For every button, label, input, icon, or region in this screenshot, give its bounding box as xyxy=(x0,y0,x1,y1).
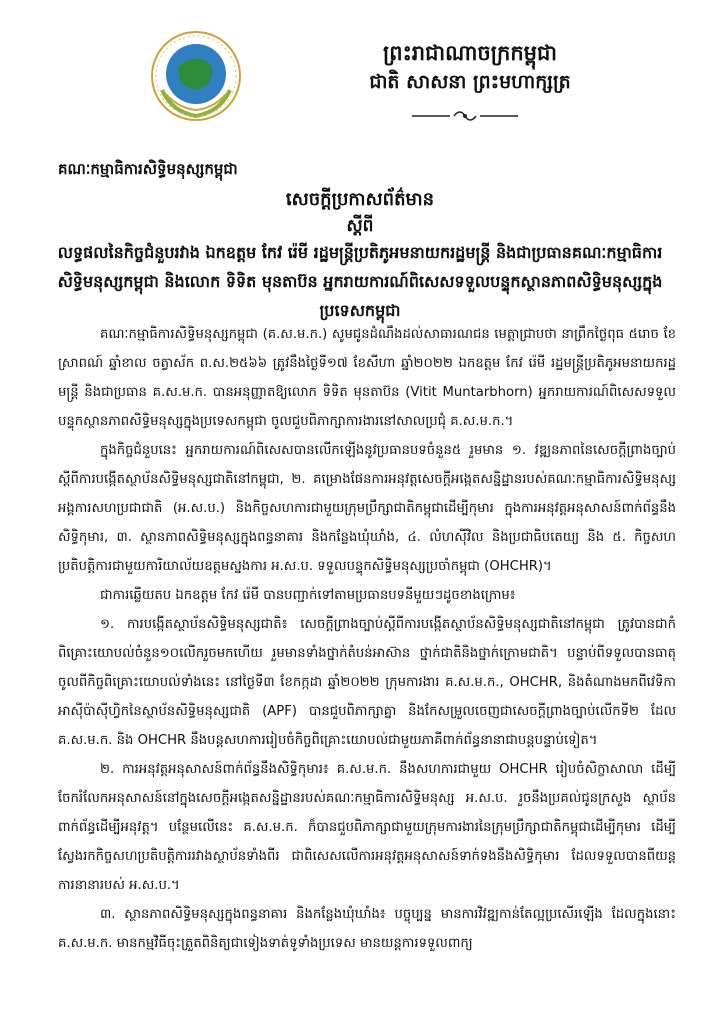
paragraph-1: គណៈកម្មាធិការសិទ្ធិមនុស្សកម្ពុជា (គ.ស.ម.ក.) សូមជូនដំណឹងដល់សាធារណជន មេត្តាជ្រាបថា នាព្រឹកថ្ងៃពុធ ៥រោច ខែស្រាពណ៍ ឆ្នាំខាល ចត្វាស័ក ព.ស.២៥៦៦ ត្រូវនឹងថ្ងៃទី១៧ ខែសីហា ឆ្នាំ២០២២ ឯកឧត្តម កែវ រ៉េមី រដ្ឋមន្ត្រីប្រតិភូអមនាយករដ្ឋមន្ត្រី និងជាប្រធាន គ.ស.ម.ក. បានអនុញ្ញាតឱ្យលោក ទិទិត មុនតាប៊ន (Vitit Muntarbhorn) អ្នករាយការណ៍ពិសេសទទួលបន្ទុកស្ថានភាពសិទ្ធិមនុស្សក្នុងប្រទេសកម្ពុជា ចូលជួបពិភាក្សាការងារនៅសាលប្រជុំ គ.ស.ម.ក.។ xyxy=(58,327,676,429)
paragraph-5: ២. ការអនុវត្តអនុសាសន៍ពាក់ព័ន្ធនឹងសិទ្ធិកុមារ៖ គ.ស.ម.ក. នឹងសហការជាមួយ OHCHR រៀបចំសិក្ខាសាលា ដើម្បីចែករំលែកអនុសាសន៍នៅក្នុងសេចក្ដីអង្កេតសន្និដ្ឋានរបស់គណៈកម្មាធិការសិទ្ធិមនុស្ស អ.ស.ប. រួចនឹងប្រគល់ជូនក្រសួង ស្ថាប័ន ពាក់ព័ន្ធដើម្បីអនុវត្ត។ បន្ថែមលើនេះ គ.ស.ម.ក. ក៏បានជួបពិភាក្សាជាមួយក្រុមការងារនៃក្រុមប្រឹក្សាជាតិកម្ពុជាដើម្បីកុមារ ដើម្បីស្វែងរកកិច្ចសហប្រតិបត្តិការរវាងស្ថាប័នទាំងពីរ ជាពិសេសលើការអនុវត្តអនុសាសន៍ទាក់ទងនឹងសិទ្ធិកុមារ ដែលទទួលបានពីយន្តការនានារបស់ អ.ស.ប.។ xyxy=(58,762,676,893)
title-headline: លទ្ធផលនៃកិច្ចជំនួបរវាង ឯកឧត្តម កែវ រ៉េមី រដ្ឋមន្ត្រីប្រតិភូអមនាយករដ្ឋមន្ត្រី និងជាប្រធានគណៈកម្មាធិការសិទ្ធិមនុស្សកម្ពុជា និងលោក ទិទិត មុនតាប៊ន អ្នករាយការណ៍ពិសេសទទួលបន្ទុកស្ថានភាពសិទ្ធិមនុស្សក្នុងប្រទេសកម្ពុជា xyxy=(57,243,663,320)
document-body xyxy=(58,320,676,958)
paragraph-4: ១. ការបង្កើតស្ថាប័នសិទ្ធិមនុស្សជាតិ៖ សេចក្ដីព្រាងច្បាប់ស្ដីពីការបង្កើតស្ថាប័នសិទ្ធិមនុស្សជាតិនៅកម្ពុជា ត្រូវបានជាកំពិគ្រោះយោបល់ចំនួន១០លើករួចមកហើយ រួមមានទាំងថ្នាក់តំបន់អាស៊ាន ថ្នាក់ជាតិនិងថ្នាក់ក្រោមជាតិ។ បន្ទាប់ពីទទួលបានធាតុចូលពីកិច្ចពិគ្រោះយោបល់ទាំងនេះ នៅថ្ងៃទី៣ ខែកក្កដា ឆ្នាំ២០២២ ក្រុមការងារ គ.ស.ម.ក., OHCHR, និងតំណាងមកពីវេទិកាអាស៊ីប៉ាស៊ីហ្វិកនៃស្ថាប័នសិទ្ធិមនុស្សជាតិ (APF) បានជួបពិភាក្សាគ្នា និងកែសម្រួលចេញជាសេចក្ដីព្រាងច្បាប់លើកទី២ ដែល គ.ស.ម.ក. និង OHCHR នឹងបន្តសហការរៀបចំកិច្ចពិគ្រោះយោបល់ជាមួយភាគីពាក់ព័ន្ធនានាជាបន្តបន្ទាប់ទៀត។ xyxy=(58,617,676,748)
title-press-release: សេចក្ដីប្រកាសព័ត៌មាន xyxy=(285,189,435,210)
org-name: គណៈកម្មាធិការសិទ្ធិមនុស្សកម្ពុជា xyxy=(58,160,238,178)
paragraph-6: ៣. ស្ថានភាពសិទ្ធិមនុស្សក្នុងពន្ធនាគារ និងកន្លែងឃុំឃាំង៖ បច្ចុប្បន្ន មានការវិវឌ្ឍកាន់តែល្អប្រសើរឡើង ដែលក្នុងនោះ គ.ស.ម.ក. មានកម្មវិធីចុះត្រួតពិនិត្យជាទៀងទាត់ទូទាំងប្រទេស មានយន្តការទទួលពាក្យ xyxy=(58,907,676,951)
kingdom-line-1: ព្រះរាជាណាចក្រកម្ពុជា xyxy=(382,40,557,65)
kingdom-header xyxy=(340,38,600,96)
kingdom-line-2: ជាតិ សាសនា ព្រះមហាក្សត្រ xyxy=(369,71,571,93)
title-subject: ស្ដីពី xyxy=(346,216,374,236)
paragraph-3: ជាការឆ្លើយតប ឯកឧត្តម កែវ រ៉េមី បានបញ្ជាក់ទៅតាមប្រធានបទនីមួយៗដូចខាងក្រោម៖ xyxy=(100,588,516,603)
paragraph-2: ក្នុងកិច្ចជំនួបនេះ អ្នករាយការណ៍ពិសេសបានលើកឡើងនូវប្រធានបទចំនួន៥ រួមមាន ១. វឌ្ឍនភាពនៃសេចក្ដីព្រាងច្បាប់ស្ដីពីការបង្កើតស្ថាប័នសិទ្ធិមនុស្សជាតិនៅកម្ពុជា, ២. គម្រោងផែនការអនុវត្តសេចក្ដីអង្កេតសន្និដ្ឋានរបស់គណៈកម្មាធិការសិទ្ធិមនុស្សអង្គការសហប្រជាជាតិ (អ.ស.ប.) និងកិច្ចសហការជាមួយក្រុមប្រឹក្សាជាតិកម្ពុជាដើម្បីកុមារ ក្នុងការអនុវត្តអនុសាសន៍ពាក់ព័ន្ធនឹងសិទ្ធិកុមារ, ៣. ស្ថានភាពសិទ្ធិមនុស្សក្នុងពន្ធនាគារ និងកន្លែងឃុំឃាំង, ៤. លំហស៊ីវិល និងប្រជាធិបតេយ្យ និង ៥. កិច្ចសហប្រតិបត្តិការជាមួយការិយាល័យឧត្តមស្នងការ អ.ស.ប. ទទួលបន្ទុកសិទ្ធិមនុស្សប្រចាំកម្ពុជា (OHCHR)។ xyxy=(58,443,676,574)
chrc-emblem-icon xyxy=(148,28,244,124)
title-block xyxy=(50,186,670,325)
divider-ornament-icon xyxy=(410,106,520,126)
